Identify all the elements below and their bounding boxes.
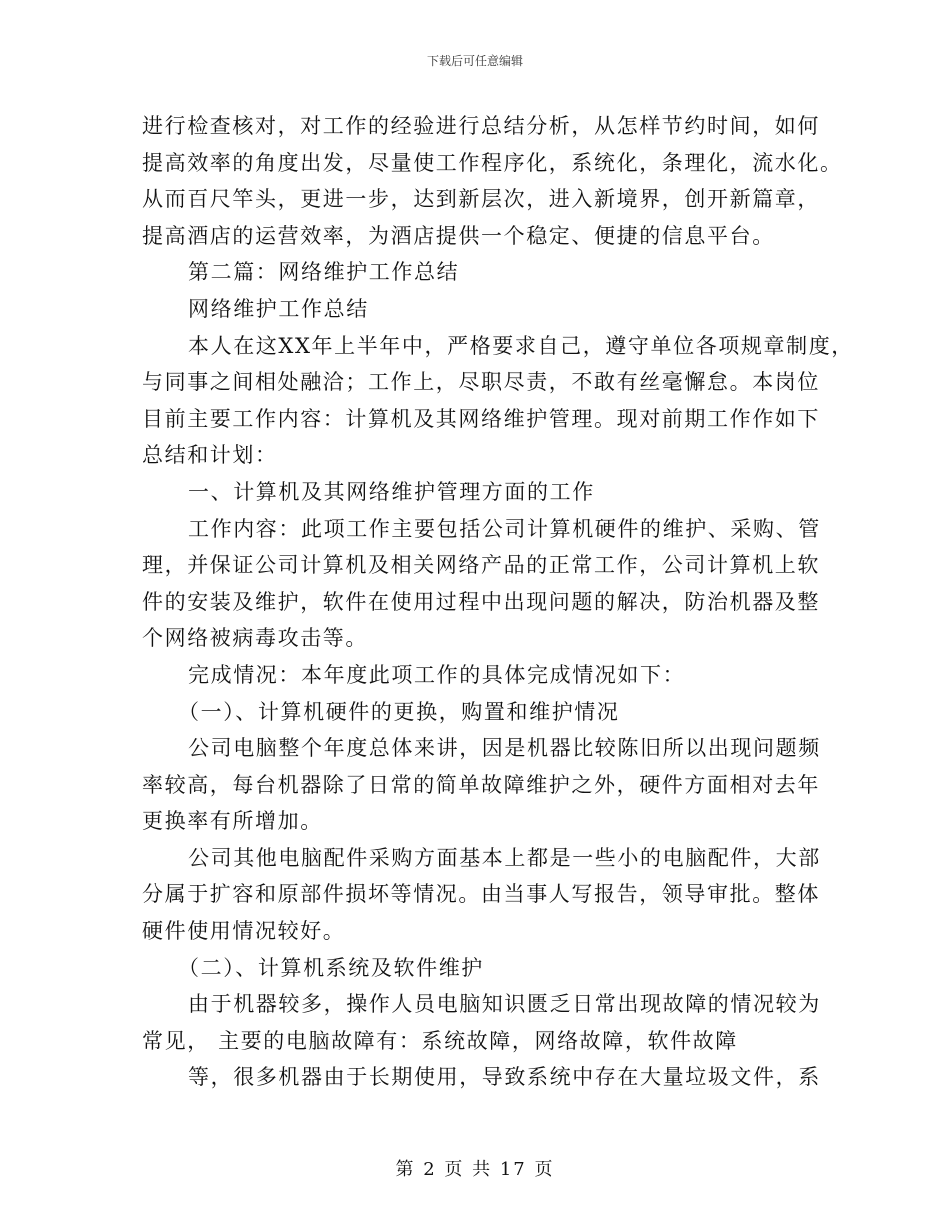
paragraph-line: 个网络被病毒攻击等。 bbox=[142, 626, 368, 651]
paragraph-line: 件的安装及维护，软件在使用过程中出现问题的解决，防治机器及整 bbox=[142, 589, 820, 614]
paragraph-line: 与同事之间相处融洽；工作上，尽职尽责，不敢有丝毫懈怠。本岗位 bbox=[142, 370, 820, 395]
paragraph-line: 总结和计划： bbox=[142, 443, 278, 468]
paragraph-line: 硬件使用情况较好。 bbox=[142, 919, 346, 944]
paragraph-line: 从而百尺竿头，更进一步，达到新层次，进入新境界，创开新篇章， bbox=[142, 187, 820, 212]
paragraph-line: 目前主要工作内容：计算机及其网络维护管理。现对前期工作作如下 bbox=[142, 406, 820, 431]
paragraph-line: 提高酒店的运营效率，为酒店提供一个稳定、便捷的信息平台。 bbox=[142, 223, 775, 248]
paragraph-line: 公司电脑整个年度总体来讲，因是机器比较陈旧所以出现问题频 bbox=[188, 736, 821, 761]
paragraph-line: 进行检查核对，对工作的经验进行总结分析，从怎样节约时间，如何 bbox=[142, 114, 820, 138]
section-heading: 一、计算机及其网络维护管理方面的工作 bbox=[188, 479, 595, 504]
subsection-heading: （二）、计算机系统及软件维护 bbox=[178, 955, 484, 980]
paragraph-line: 工作内容：此项工作主要包括公司计算机硬件的维护、采购、管 bbox=[188, 516, 821, 541]
paragraph-line: 本人在这XX年上半年中，严格要求自己，遵守单位各项规章制度， bbox=[188, 333, 854, 358]
paragraph-line: 率较高，每台机器除了日常的简单故障维护之外，硬件方面相对去年 bbox=[142, 772, 820, 797]
paragraph-line: 理，并保证公司计算机及相关网络产品的正常工作，公司计算机上软 bbox=[142, 553, 820, 578]
page-header: 下载后可任意编辑 bbox=[426, 54, 523, 68]
paragraph-line: 更换率有所增加。 bbox=[142, 809, 323, 834]
article-title: 网络维护工作总结 bbox=[188, 296, 369, 321]
page-number: 第 2 页 共 17 页 bbox=[395, 1159, 555, 1180]
paragraph-line: 等，很多机器由于长期使用，导致系统中存在大量垃圾文件，系 bbox=[188, 1065, 821, 1090]
paragraph-line: 公司其他电脑配件采购方面基本上都是一些小的电脑配件，大部 bbox=[188, 845, 821, 870]
paragraph-line: 完成情况：本年度此项工作的具体完成情况如下： bbox=[188, 662, 686, 687]
paragraph-line: 分属于扩容和原部件损坏等情况。由当事人写报告，领导审批。整体 bbox=[142, 882, 820, 907]
document-body bbox=[142, 108, 854, 1096]
paragraph-line: 由于机器较多，操作人员电脑知识匮乏日常出现故障的情况较为 bbox=[188, 992, 821, 1017]
paragraph-line: 提高效率的角度出发，尽量使工作程序化，系统化，条理化，流水化。 bbox=[142, 150, 843, 175]
subsection-heading: （一）、计算机硬件的更换，购置和维护情况 bbox=[178, 699, 620, 724]
section-title: 第二篇：网络维护工作总结 bbox=[188, 260, 460, 285]
paragraph-line: 常见， 主要的电脑故障有：系统故障，网络故障，软件故障 bbox=[142, 1028, 738, 1053]
